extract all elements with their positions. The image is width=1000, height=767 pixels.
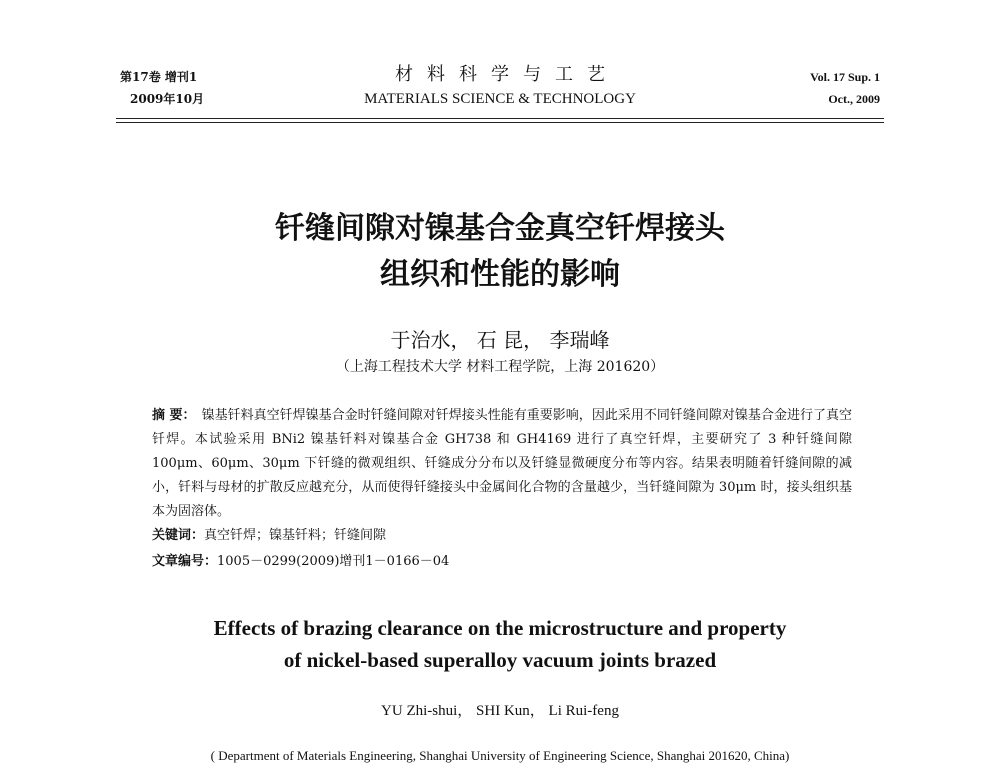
paper-title-en-line1: Effects of brazing clearance on the microstructure and property xyxy=(213,616,787,640)
paper-title-cn-line2: 组织和性能的影响 xyxy=(380,257,620,292)
header-date-en: Oct., 2009 xyxy=(828,92,880,106)
journal-name-cn: 材料科学与工艺 xyxy=(395,64,619,85)
page-header xyxy=(120,62,880,114)
article-id-text: 1005－0299(2009)增刊1－0166－04 xyxy=(217,554,450,569)
header-volume-info-en xyxy=(810,66,880,110)
journal-name xyxy=(120,62,880,110)
authors-en: YU Zhi-shui， SHI Kun， Li Rui-feng xyxy=(381,703,619,719)
affiliation-cn: （上海工程技术大学 材料工程学院，上海 201620） xyxy=(335,359,665,375)
affiliation-en: ( Department of Materials Engineering, Shanghai University of Engineering Science, Shanghai 201620, China) xyxy=(210,748,790,763)
journal-name-en: MATERIALS SCIENCE & TECHNOLOGY xyxy=(364,91,636,107)
keywords-label: 关键词： xyxy=(152,528,205,543)
header-rule-bottom xyxy=(116,122,884,123)
keywords-cn xyxy=(152,524,852,548)
header-volume-en: Vol. 17 Sup. 1 xyxy=(810,70,880,84)
article-id-label: 文章编号： xyxy=(152,554,218,569)
abstract-label: 摘 要： xyxy=(152,408,196,423)
article-id xyxy=(152,550,852,574)
header-date-cn: 2009年10月 xyxy=(130,92,205,106)
paper-title-en-line2: of nickel-based superalloy vacuum joints brazed xyxy=(283,648,717,672)
authors-cn: 于治水， 石 昆， 李瑞峰 xyxy=(390,328,610,352)
keywords-text: 真空钎焊；镍基钎料；钎缝间隙 xyxy=(204,528,387,543)
abstract-text: 镍基钎料真空钎焊镍基合金时钎缝间隙对钎焊接头性能有重要影响，因此采用不同钎缝间隙对镍基合金进行了真空钎焊。本试验采用 BNi2 镍基钎料对镍基合金 GH738 和 GH4169 进行了真空钎焊，主要研究了 3 种钎缝间隙 100μm、60μm、30μm 下钎缝的微观组织、钎缝成分分布以及钎缝显微硬度分布等内容。结果表明随着钎缝间隙的减小，钎料与母材的扩散反应越充分，从而使得钎缝接头中金属间化合物的含量越少，当钎缝间隙为 30μm 时，接头组织基本为固溶体。 xyxy=(152,408,852,519)
abstract-cn xyxy=(152,404,852,524)
header-rule-top xyxy=(116,118,884,119)
paper-title-cn-line1: 钎缝间隙对镍基合金真空钎焊接头 xyxy=(275,211,725,246)
paper-title-cn xyxy=(0,206,1000,298)
paper-title-en xyxy=(0,612,1000,676)
header-volume-cn: 第17卷 增刊1 xyxy=(120,70,198,84)
